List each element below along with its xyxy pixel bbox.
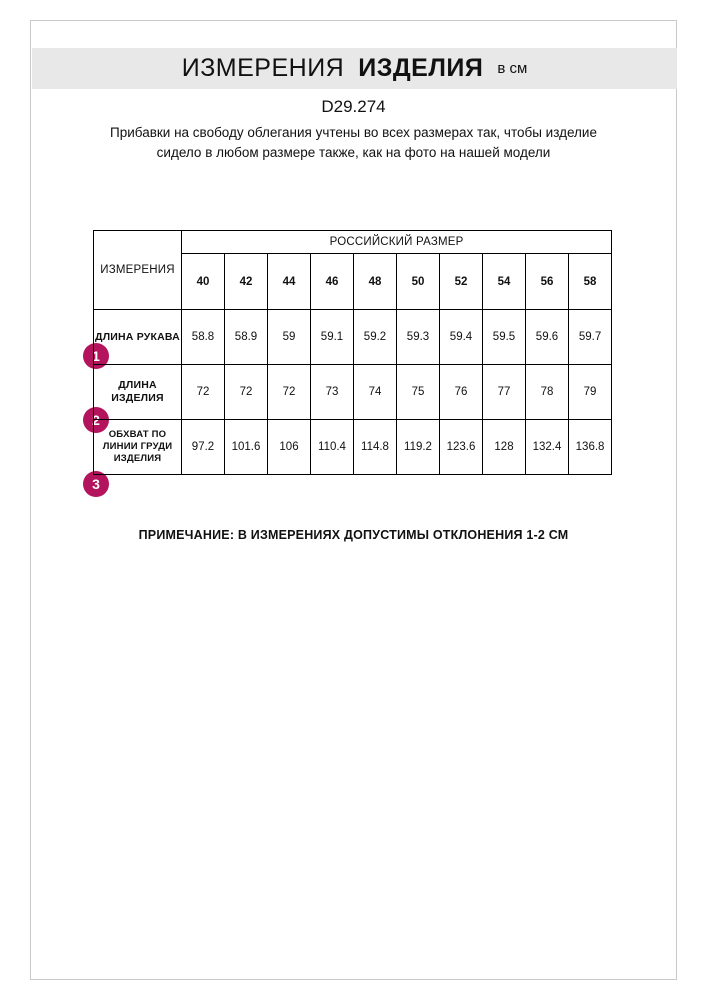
cell-chest-42: 101.6 — [225, 420, 268, 475]
size-header-56: 56 — [526, 254, 569, 310]
size-header-42: 42 — [225, 254, 268, 310]
cell-sleeve-52: 59.4 — [440, 310, 483, 365]
cell-length-44: 72 — [268, 365, 311, 420]
size-header-44: 44 — [268, 254, 311, 310]
table-row — [94, 365, 612, 420]
table-group-header: РОССИЙСКИЙ РАЗМЕР — [182, 231, 612, 254]
row-label-sleeve-length: ДЛИНА РУКАВА — [94, 310, 182, 365]
size-header-50: 50 — [397, 254, 440, 310]
cell-sleeve-54: 59.5 — [483, 310, 526, 365]
product-code: D29.274 — [321, 97, 386, 116]
cell-chest-52: 123.6 — [440, 420, 483, 475]
size-header-54: 54 — [483, 254, 526, 310]
header-title-product: ИЗДЕЛИЯ — [358, 54, 484, 82]
cell-length-54: 77 — [483, 365, 526, 420]
cell-length-58: 79 — [569, 365, 612, 420]
cell-chest-56: 132.4 — [526, 420, 569, 475]
cell-chest-50: 119.2 — [397, 420, 440, 475]
size-chart-page — [30, 20, 677, 980]
cell-sleeve-58: 59.7 — [569, 310, 612, 365]
page-header-band — [32, 48, 677, 89]
cell-sleeve-46: 59.1 — [311, 310, 354, 365]
cell-chest-54: 128 — [483, 420, 526, 475]
cell-sleeve-42: 58.9 — [225, 310, 268, 365]
cell-length-52: 76 — [440, 365, 483, 420]
tolerance-note: ПРИМЕЧАНИЕ: В ИЗМЕРЕНИЯХ ДОПУСТИМЫ ОТКЛОНЕНИЯ 1-2 СМ — [138, 528, 569, 542]
cell-sleeve-56: 59.6 — [526, 310, 569, 365]
row-label-product-length: ДЛИНА ИЗДЕЛИЯ — [94, 365, 182, 420]
cell-chest-46: 110.4 — [311, 420, 354, 475]
cell-length-50: 75 — [397, 365, 440, 420]
cell-length-48: 74 — [354, 365, 397, 420]
size-header-58: 58 — [569, 254, 612, 310]
row-bullet-3: 3 — [83, 471, 109, 497]
cell-sleeve-44: 59 — [268, 310, 311, 365]
table-row — [94, 310, 612, 365]
cell-length-42: 72 — [225, 365, 268, 420]
row-bullet-2: 2 — [83, 407, 109, 433]
cell-length-56: 78 — [526, 365, 569, 420]
table-row — [94, 420, 612, 475]
cell-sleeve-48: 59.2 — [354, 310, 397, 365]
cell-chest-58: 136.8 — [569, 420, 612, 475]
measurements-table — [93, 230, 612, 475]
size-header-52: 52 — [440, 254, 483, 310]
measurements-table-wrap — [93, 230, 611, 475]
size-header-46: 46 — [311, 254, 354, 310]
cell-chest-48: 114.8 — [354, 420, 397, 475]
cell-sleeve-40: 58.8 — [182, 310, 225, 365]
cell-length-40: 72 — [182, 365, 225, 420]
header-title-unit: в см — [497, 60, 528, 77]
cell-chest-44: 106 — [268, 420, 311, 475]
fit-description: Прибавки на свободу облегания учтены во всех размерах так, чтобы изделие сидело в любом размере также, как на фото на нашей модели — [110, 125, 597, 160]
table-corner-label: ИЗМЕРЕНИЯ — [94, 231, 182, 310]
row-bullet-1: 1 — [83, 343, 109, 369]
cell-length-46: 73 — [311, 365, 354, 420]
size-header-48: 48 — [354, 254, 397, 310]
table-group-header-row — [94, 231, 612, 254]
header-title-measurements: ИЗМЕРЕНИЯ — [181, 54, 345, 82]
row-label-chest-girth: ОБХВАТ ПО ЛИНИИ ГРУДИ ИЗДЕЛИЯ — [94, 420, 182, 475]
size-header-40: 40 — [182, 254, 225, 310]
cell-sleeve-50: 59.3 — [397, 310, 440, 365]
cell-chest-40: 97.2 — [182, 420, 225, 475]
